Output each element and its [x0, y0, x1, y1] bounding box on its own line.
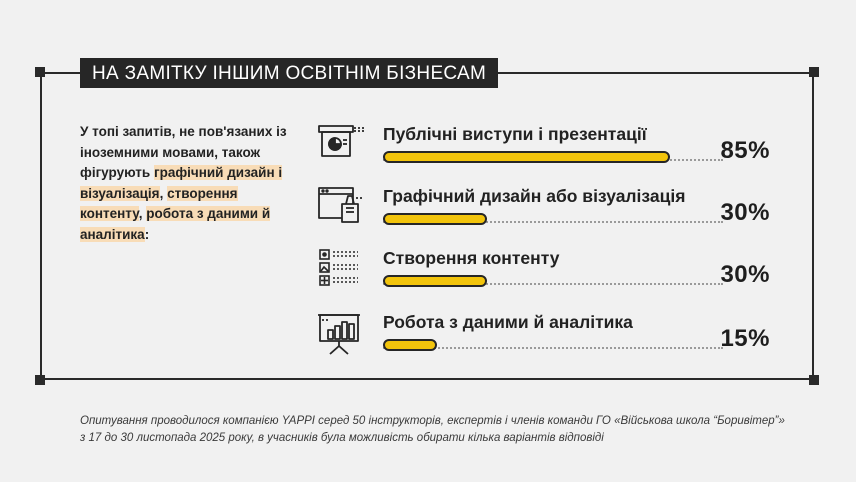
value-label: 30% [720, 261, 770, 288]
intro-separator-2: , [138, 206, 147, 221]
intro-highlight-design: графічний дизайн і візуалізація [80, 165, 283, 201]
chart-row [318, 248, 773, 308]
footnote [80, 413, 820, 447]
value-label: 15% [720, 325, 770, 352]
frame-corner-top-left [35, 67, 45, 77]
value-label: 85% [720, 137, 770, 164]
intro-highlight-analytics: робота з даними й аналітика [80, 206, 271, 242]
intro-part-1: У топі запитів, не пов'язаних із іноземними мовами, також фігурують [80, 124, 287, 180]
category-label: Публічні виступи і презентації [383, 124, 647, 144]
chart-row [318, 124, 773, 184]
footnote-line-1: Опитування проводилося компанією YAPPI серед 50 інструкторів, експертів і членів команди ГО «Військова школа “Боривітер”» [80, 415, 785, 427]
value-label: 30% [720, 199, 770, 226]
frame-corner-bottom-right [809, 375, 819, 385]
frame-corner-top-right [809, 67, 819, 77]
intro-text [80, 122, 295, 245]
presentation-board-icon [318, 124, 366, 170]
category-label: Графічний дизайн або візуалізація [383, 186, 686, 206]
page-title: НА ЗАМІТКУ ІНШИМ ОСВІТНІМ БІЗНЕСАМ [80, 58, 498, 88]
bar [383, 275, 487, 287]
category-label: Робота з даними й аналітика [383, 312, 633, 332]
bar [383, 213, 487, 225]
intro-highlight-content: створення контенту [80, 185, 238, 221]
intro-end: : [144, 226, 150, 242]
content-list-icon [318, 248, 366, 294]
category-label: Створення контенту [383, 248, 560, 268]
footnote-line-2: з 17 до 30 листопада 2025 року, в учасників була можливість обирати кілька варіантів відповіді [80, 432, 604, 444]
bar [383, 151, 670, 163]
bar [383, 339, 437, 351]
analytics-board-icon [318, 312, 366, 358]
design-window-icon [318, 186, 366, 232]
intro-separator-1: , [159, 185, 168, 201]
chart-row [318, 186, 773, 246]
frame-corner-bottom-left [35, 375, 45, 385]
chart-row [318, 312, 773, 372]
